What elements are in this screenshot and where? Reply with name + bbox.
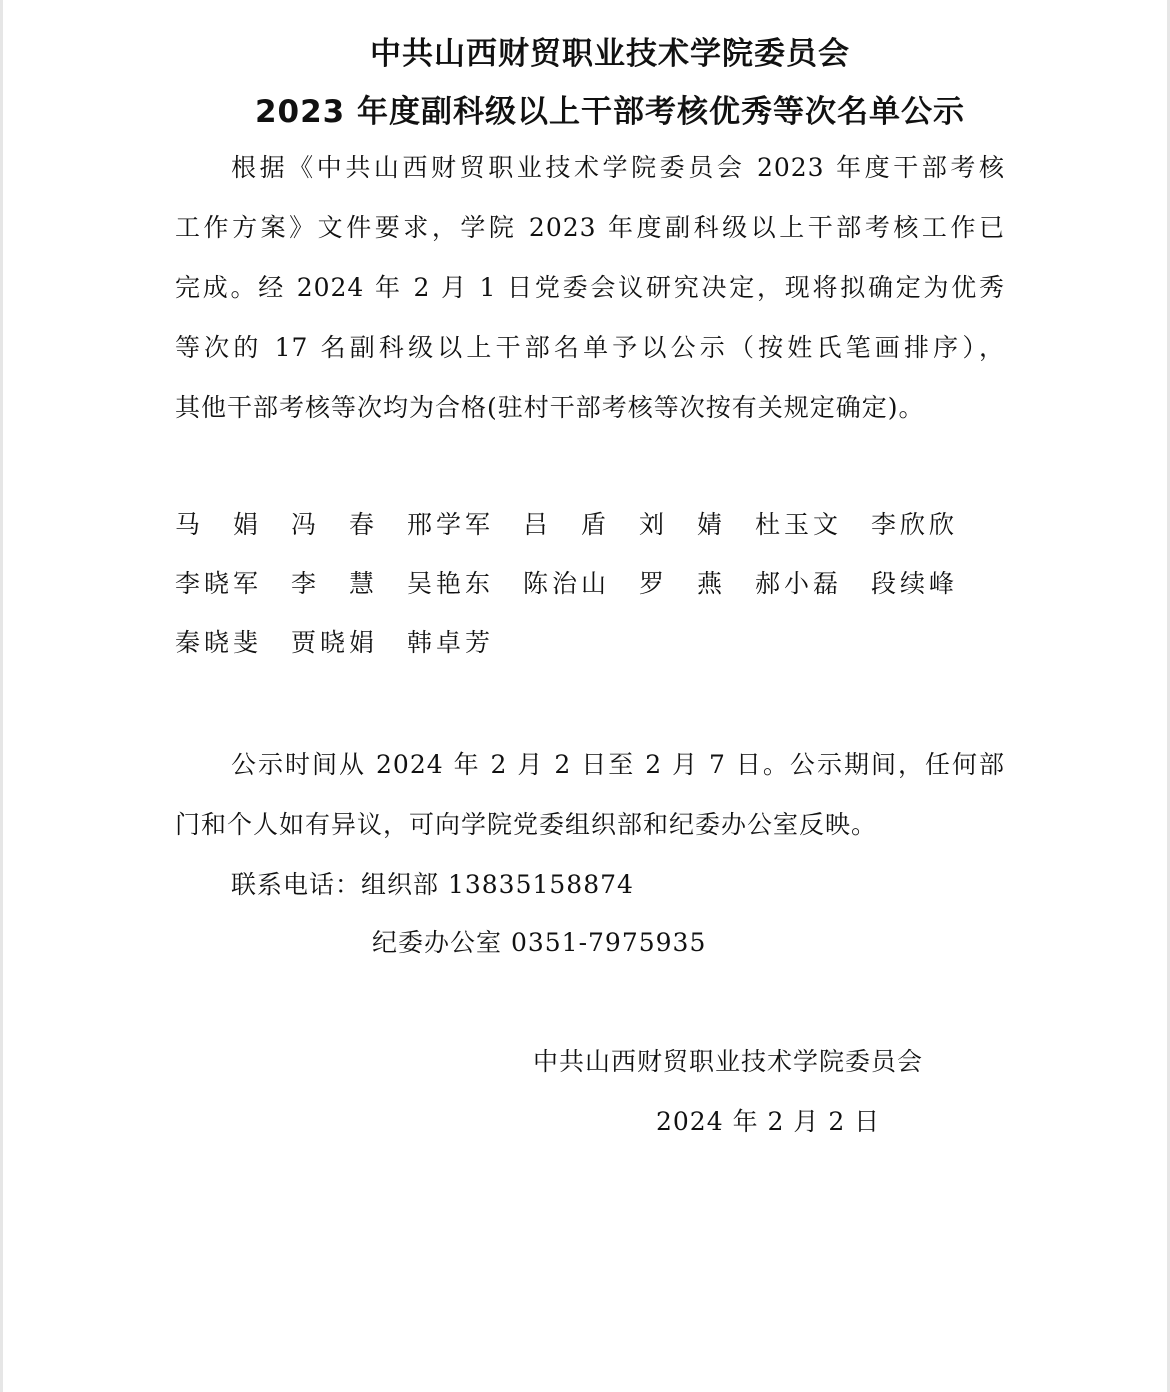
name-item: 邢学军	[407, 510, 491, 539]
intro-line: 工作方案》文件要求，学院 2023 年度副科级以上干部考核工作已	[175, 213, 1005, 242]
name-item: 李慧	[291, 569, 375, 598]
notice-line: 门和个人如有异议，可向学院党委组织部和纪委办公室反映。	[175, 810, 878, 839]
intro-line: 其他干部考核等次均为合格(驻村干部考核等次按有关规定确定)。	[175, 393, 925, 422]
name-item: 罗燕	[639, 569, 723, 598]
signature-date: 2024 年 2 月 2 日	[656, 1107, 881, 1136]
notice-line: 公示时间从 2024 年 2 月 2 日至 2 月 7 日。公示期间，任何部	[231, 750, 1005, 779]
contact-phone-org-dept: 联系电话：组织部 13835158874	[231, 870, 634, 899]
name-item: 陈治山	[523, 569, 607, 598]
name-item: 李晓军	[175, 569, 259, 598]
name-item: 冯春	[291, 510, 375, 539]
signature-organization: 中共山西财贸职业技术学院委员会	[533, 1047, 924, 1076]
notice-paragraph	[175, 735, 1005, 855]
name-item: 杜玉文	[755, 510, 839, 539]
intro-paragraph	[175, 138, 1005, 438]
name-item: 郝小磊	[755, 569, 839, 598]
intro-line: 完成。经 2024 年 2 月 1 日党委会议研究决定，现将拟确定为优秀	[175, 273, 1005, 302]
name-item: 韩卓芳	[407, 628, 491, 657]
name-item: 李欣欣	[871, 510, 955, 539]
name-item: 马娟	[175, 510, 259, 539]
name-item: 吕盾	[523, 510, 607, 539]
name-item: 吴艳东	[407, 569, 491, 598]
intro-line: 等次的 17 名副科级以上干部名单予以公示（按姓氏笔画排序），	[175, 333, 1005, 362]
name-row	[175, 613, 995, 672]
document-title-line-2: 2023 年度副科级以上干部考核优秀等次名单公示	[254, 94, 966, 130]
document-title-line-1: 中共山西财贸职业技术学院委员会	[370, 36, 850, 72]
contact-phone-discipline-office: 纪委办公室 0351-7975935	[372, 928, 707, 957]
name-item: 段续峰	[871, 569, 955, 598]
intro-line: 根据《中共山西财贸职业技术学院委员会 2023 年度干部考核	[231, 153, 1005, 182]
page-left-border	[0, 0, 3, 1392]
name-item: 贾晓娟	[291, 628, 375, 657]
name-list	[175, 495, 995, 672]
name-item: 刘婧	[639, 510, 723, 539]
name-item: 秦晓斐	[175, 628, 259, 657]
name-row	[175, 495, 995, 554]
name-row	[175, 554, 995, 613]
